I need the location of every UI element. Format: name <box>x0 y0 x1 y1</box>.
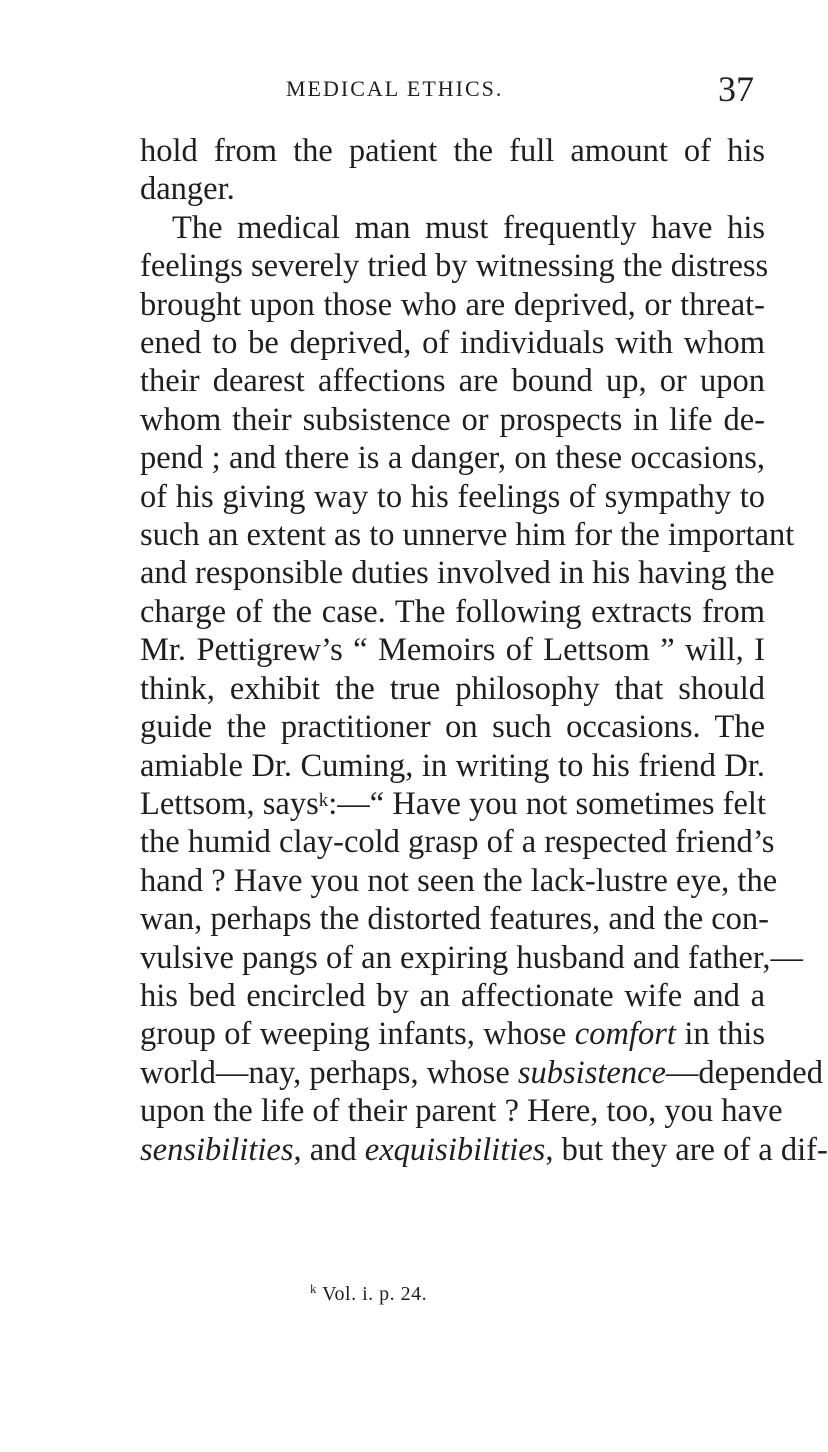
text-line: wan, perhaps the distorted features, and the con- <box>140 901 770 938</box>
text-segment: , and <box>293 1131 365 1168</box>
text-line: The medical man must frequently have his <box>172 209 765 246</box>
text-line: think, exhibit the true philosophy that should <box>140 670 765 707</box>
body-text <box>140 132 828 1169</box>
text-line: ened to be deprived, of individuals with whom <box>140 325 765 362</box>
text-line: guide the practitioner on such occasions. The <box>140 709 765 746</box>
page-number: 37 <box>718 69 754 109</box>
text-segment: , but they are of a dif- <box>545 1131 828 1168</box>
text-segment: in this <box>675 1016 765 1053</box>
text-line: feelings severely tried by witnessing the distress <box>140 248 769 285</box>
text-line: hand ? Have you not seen the lack-lustre eye, the <box>140 862 778 899</box>
text-line: his bed encircled by an affectionate wife and a <box>140 977 765 1014</box>
running-title: MEDICAL ETHICS. <box>286 76 504 101</box>
footnote-marker: k <box>310 1281 317 1296</box>
text-segment: Lettsom, says <box>140 785 319 822</box>
italic-text: subsistence <box>517 1054 666 1091</box>
text-segment: group of weeping infants, whose <box>140 1016 567 1053</box>
italic-text: sensibilities <box>140 1131 294 1168</box>
text-line: whom their subsistence or prospects in life de- <box>140 401 765 438</box>
text-line: upon the life of their parent ? Here, too, you have <box>140 1093 783 1130</box>
text-segment: :—“ Have you not sometimes felt <box>328 785 766 822</box>
footnote <box>310 1283 427 1306</box>
text-line: amiable Dr. Cuming, in writing to his friend Dr. <box>140 747 765 784</box>
footnote-text: Vol. i. p. 24. <box>322 1283 428 1305</box>
text-line: the humid clay-cold grasp of a respected friend’s <box>140 824 775 861</box>
text-line: charge of the case. The following extracts from <box>140 593 765 630</box>
text-line: Mr. Pettigrew’s “ Memoirs of Lettsom ” will, I <box>140 632 765 669</box>
running-head <box>0 69 800 116</box>
italic-text: exquisibilities <box>364 1131 546 1168</box>
text-line: vulsive pangs of an expiring husband and father,— <box>140 939 803 976</box>
italic-text: comfort <box>574 1016 676 1053</box>
text-line: their dearest affections are bound up, or upon <box>140 363 765 400</box>
text-line: and responsible duties involved in his having the <box>140 555 775 592</box>
text-line <box>140 785 765 823</box>
text-line: such an extent as to unnerve him for the important <box>140 517 795 554</box>
text-line <box>140 1131 828 1169</box>
text-line: hold from the patient the full amount of his <box>140 133 765 169</box>
footnote-reference: k <box>318 789 329 811</box>
text-line: brought upon those who are deprived, or threat- <box>140 286 765 323</box>
text-segment: —depended <box>665 1054 823 1091</box>
text-line <box>140 1054 823 1092</box>
text-line <box>140 1015 765 1053</box>
text-line: of his giving way to his feelings of sympathy to <box>140 478 765 515</box>
text-line: pend ; and there is a danger, on these occasions, <box>140 440 765 477</box>
text-segment: world—nay, perhaps, whose <box>140 1054 510 1091</box>
text-line: danger. <box>140 171 235 208</box>
